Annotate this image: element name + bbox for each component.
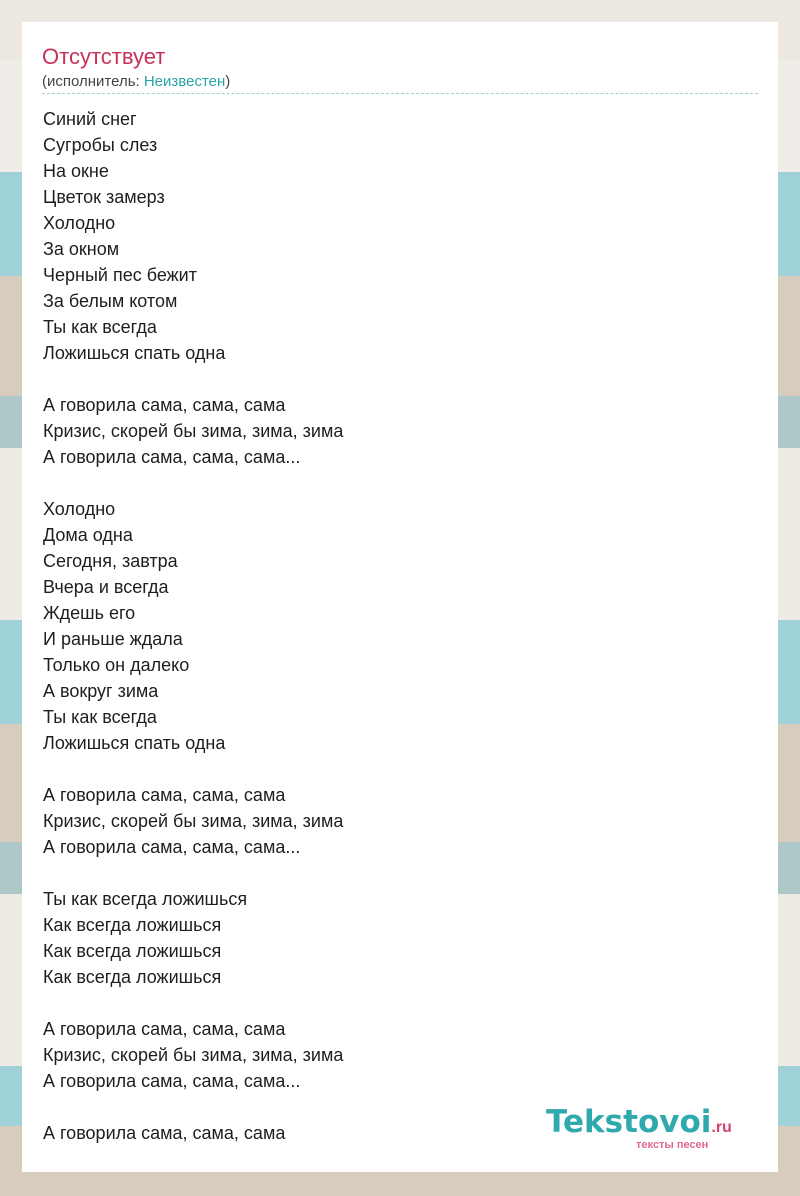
lyric-line: Как всегда ложишься	[43, 941, 222, 961]
lyrics-card	[22, 22, 778, 1172]
title-divider	[42, 93, 758, 94]
lyric-line: А говорила сама, сама, сама	[43, 395, 286, 415]
lyric-line: А говорила сама, сама, сама...	[43, 447, 301, 467]
lyric-line: Ждешь его	[43, 603, 136, 623]
lyric-line: А говорила сама, сама, сама	[43, 1019, 286, 1039]
lyric-line: Кризис, скорей бы зима, зима, зима	[43, 1045, 344, 1065]
lyric-line: И раньше ждала	[43, 629, 183, 649]
lyric-line: Ложишься спать одна	[43, 343, 226, 363]
performer-link[interactable]: Неизвестен	[143, 73, 226, 90]
lyric-line: За окном	[43, 239, 120, 259]
lyric-line: А говорила сама, сама, сама	[43, 785, 286, 805]
lyric-line: Сегодня, завтра	[43, 551, 178, 571]
lyric-line: Только он далеко	[43, 655, 190, 675]
lyric-line	[43, 366, 743, 392]
lyric-line: Кризис, скорей бы зима, зима, зима	[43, 421, 344, 441]
lyric-line: Ты как всегда ложишься	[43, 889, 248, 909]
lyric-line: А говорила сама, сама, сама	[43, 1123, 286, 1143]
lyric-line: За белым котом	[43, 291, 178, 311]
lyric-line: Вчера и всегда	[43, 577, 169, 597]
lyric-line: Ты как всегда	[43, 317, 157, 337]
lyric-line: Черный пес бежит	[43, 265, 197, 285]
song-title: Отсутствует	[42, 44, 166, 69]
lyric-line: А говорила сама, сама, сама...	[43, 837, 301, 857]
performer-line	[42, 72, 230, 92]
lyric-line	[43, 756, 743, 782]
lyric-line: Ты как всегда	[43, 707, 157, 727]
lyric-line: Ложишься спать одна	[43, 733, 226, 753]
lyric-line: Дома одна	[43, 525, 133, 545]
lyric-line	[43, 860, 743, 886]
lyric-line: Холодно	[43, 213, 116, 233]
logo-tld: .ru	[711, 1119, 732, 1136]
lyric-line: Холодно	[43, 499, 116, 519]
logo-tagline: тексты песен	[636, 1139, 709, 1151]
performer-prefix: (исполнитель:	[42, 73, 144, 90]
logo-name: Tekstovoi	[546, 1104, 712, 1140]
lyric-line: Синий снег	[43, 109, 137, 129]
lyric-line: Как всегда ложишься	[43, 915, 222, 935]
lyric-line: На окне	[43, 161, 109, 181]
lyric-line	[43, 470, 743, 496]
lyric-line: А говорила сама, сама, сама...	[43, 1071, 301, 1091]
lyric-line: Как всегда ложишься	[43, 967, 222, 987]
lyric-line: А вокруг зима	[43, 681, 159, 701]
lyric-line: Сугробы слез	[43, 135, 158, 155]
performer-suffix: )	[225, 73, 231, 90]
lyrics-text	[43, 106, 743, 1146]
lyric-line: Кризис, скорей бы зима, зима, зима	[43, 811, 344, 831]
lyric-line: Цветок замерз	[43, 187, 165, 207]
lyric-line	[43, 990, 743, 1016]
